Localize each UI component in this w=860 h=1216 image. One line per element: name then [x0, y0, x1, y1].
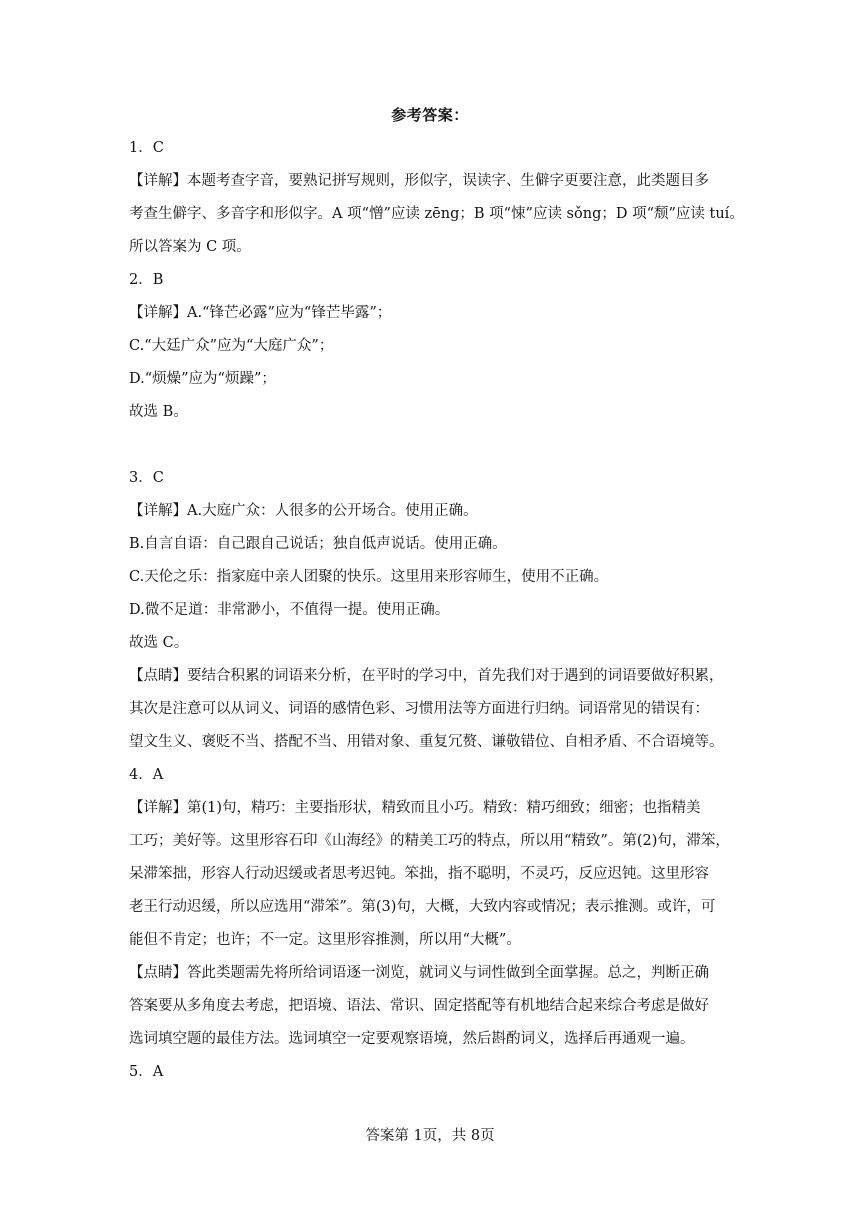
- question-4-answer: 4．A: [129, 767, 164, 783]
- q2-explanation-line: D.“烦燥”应为“烦躁”；: [129, 371, 276, 387]
- q3-tip-line: 【点睛】要结合积累的词语来分析，在平时的学习中，首先我们对于遇到的词语要做好积累，: [129, 668, 724, 684]
- q1-explanation-line: 考查生僻字、多音字和形似字。A 项“憎”应读 zēng；B 项“悚”应读 sǒng；D 项“颓”应读 tuí。: [129, 206, 744, 222]
- q4-explanation-line: 【详解】第(1)句，精巧：主要指形状，精致而且小巧。精致：精巧细致；细密；也指精美: [129, 800, 701, 816]
- q1-explanation-line: 所以答案为 C 项。: [129, 239, 251, 255]
- question-2-answer: 2．B: [129, 272, 164, 288]
- q2-explanation-line: 故选 B。: [129, 404, 188, 420]
- page-title: 参考答案：: [391, 106, 469, 124]
- q1-explanation-line: 【详解】本题考查字音，要熟记拼写规则，形似字，误读字、生僻字更要注意，此类题目多: [129, 173, 709, 189]
- q4-explanation-line: 呆滞笨拙，形容人行动迟缓或者思考迟钝。笨拙，指不聪明，不灵巧，反应迟钝。这里形容: [129, 866, 709, 882]
- question-5-answer: 5．A: [129, 1064, 164, 1080]
- blank-spacer: [129, 429, 729, 462]
- answer-body: [129, 132, 744, 1089]
- q2-explanation-line: C.“大廷广众”应为“大庭广众”；: [129, 338, 334, 354]
- q3-explanation-line: 【详解】A.大庭广众：人很多的公开场合。使用正确。: [129, 503, 478, 519]
- q2-explanation-line: 【详解】A.“锋芒必露”应为“锋芒毕露”；: [129, 305, 392, 321]
- q3-tip-line: 望文生义、褒贬不当、搭配不当、用错对象、重复冗赘、谦敬错位、自相矛盾、不合语境等。: [129, 734, 724, 750]
- q3-explanation-line: C.天伦之乐：指家庭中亲人团聚的快乐。这里用来形容师生，使用不正确。: [129, 569, 609, 585]
- q4-explanation-line: 能但不肯定；也许；不一定。这里形容推测，所以用“大概”。: [129, 932, 521, 948]
- page-footer: 答案第 1页，共 8页: [365, 1128, 495, 1144]
- question-3-answer: 3．C: [129, 470, 164, 486]
- q4-tip-line: 【点睛】答此类题需先将所给词语逐一浏览，就词义与词性做到全面掌握。总之，判断正确: [129, 965, 709, 981]
- q4-tip-line: 选词填空题的最佳方法。选词填空一定要观察语境，然后斟酌词义，选择后再通观一遍。: [129, 1031, 695, 1047]
- q3-explanation-line: D.微不足道：非常渺小，不值得一提。使用正确。: [129, 602, 450, 618]
- q4-tip-line: 答案要从多角度去考虑，把语境、语法、常识、固定搭配等有机地结合起来综合考虑是做好: [129, 998, 709, 1014]
- q3-explanation-line: 故选 C。: [129, 635, 189, 651]
- q4-explanation-line: 老王行动迟缓，所以应选用“滞笨”。第(3)句，大概，大致内容或情况；表示推测。或许，可: [129, 899, 716, 915]
- q3-tip-line: 其次是注意可以从词义、词语的感情色彩、习惯用法等方面进行归纳。词语常见的错误有：: [129, 701, 709, 717]
- question-1-answer: 1．C: [129, 140, 164, 156]
- q3-explanation-line: B.自言自语：自己跟自己说话；独自低声说话。使用正确。: [129, 536, 507, 552]
- q4-explanation-line: 工巧；美好等。这里形容石印《山海经》的精美工巧的特点，所以用“精致”。第(2)句，滞笨，: [129, 833, 730, 849]
